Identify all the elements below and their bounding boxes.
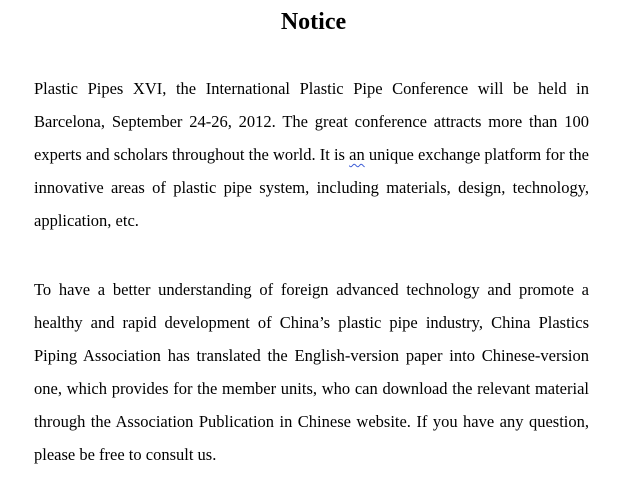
paragraph-translation-notice: To have a better understanding of foreign advanced technology and promote a healthy and rapid development of China’s plastic pipe industry, China Plastics Piping Association has translated the English-version paper into Chinese-version one, which provides for the member units, who can download the relevant material through the Association Publication in Chinese website. If you have any question, please be free to consult us. — [34, 280, 589, 464]
paragraph-1-text-start: Plastic Pipes XVI, the International Plastic Pipe Conference will be held in Barcelona, September 24-26, 2012. The great conference attracts more than 100 experts and scholars throughout the world. It is — [34, 79, 589, 164]
page-title: Notice — [280, 9, 347, 35]
paragraph-1-text-end: unique exchange platform for the innovative areas of plastic pipe system, including materials, design, technology, application, etc. — [34, 145, 589, 230]
grammar-flagged-word: an — [349, 145, 365, 164]
paragraph-conference-announcement — [34, 72, 589, 237]
